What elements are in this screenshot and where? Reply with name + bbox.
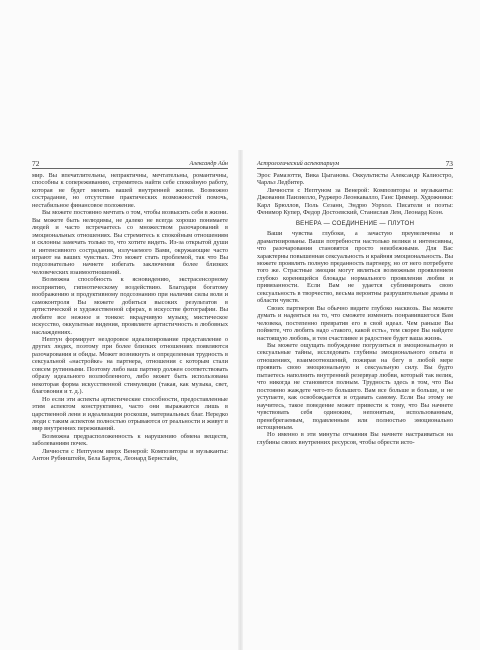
right-page-header <box>257 160 453 169</box>
right-running-head: Астрологический аспектариум <box>257 160 340 167</box>
right-paragraph: Но именно в эти минуты отчаяния Вы начнете настраиваться на глубины своих внутренних ресурсов, чтобы обрести исто- <box>257 431 453 446</box>
left-paragraph: Возможна способность к ясновидению, экстрасенсорному восприятию, гипнотическому воздействию. Благодаря богатому воображению и продуктивному подсознанию при наличии силы воли и самоконтроля Вы можете добиться высоких результатов в артистической и художественной сферах, в искусстве фотографии. Вы любите все нежное и тонкое: вкрадчивую музыку, мистическое искусство, оккультные видения, проявляете артистичность в любовных наслаждениях. <box>32 276 228 336</box>
right-top-paragraph: Личности с Нептуном за Венерой: Композиторы и музыканты: Джованни Паизиелло, Руджеро Леонкавалло, Ганс Циммер. Художники: Карл Брюллов, Поль Сезанн, Эндрю Уорхол. Писатели и поэты: Фенимор Купер, Федор Достоевский, Станислав Лем, Леонард Коэн. <box>257 186 453 217</box>
left-running-head: Александр Айн <box>189 160 228 167</box>
right-page-number: 73 <box>445 159 453 168</box>
left-paragraph: Но если эти аспекты артистические способности, предоставленные этим аспектом конструктивно, часто они выражаются лишь в царственной лени и идеализации роскоши, материальных благ. Нередко люди с таким аспектом полностью отрываются от реальности и живут в мир внутренних переживаний. <box>32 395 228 433</box>
left-paragraph: Возможна предрасположенность к нарушению обмена веществ, заболеваниям почек. <box>32 432 228 448</box>
section-title: ВЕНЕРА — СОЕДИНЕНИЕ — ПЛУТОН <box>295 219 415 227</box>
right-page-body <box>257 172 453 642</box>
left-page-body <box>32 172 228 642</box>
right-top-paragraph: Эрос Рамазотти, Вика Цыганова. Оккультисты Александр Калиостро, Чарльз Ледбитер. <box>257 172 453 187</box>
right-paragraph: Своих партнеров Вы обычно видите глубоко насквозь. Вы можете думать и надеяться на то, что сможете изменить понравившегося Вам человека, постепенно превратив его в свой идеал. Чем раньше Вы поймете, что любить надо «такого, какой есть», тем скорее Вы найдете настоящую любовь, и тем счастливее и радостнее будет ваша жизнь. <box>257 304 453 342</box>
left-paragraph: Личности с Нептуном вверх Венерой: Композиторы и музыканты: Антон Рубинштейн, Бела Барток, Леонард Бернстайн, <box>32 447 228 463</box>
left-page-header-wrap <box>32 160 228 172</box>
right-paragraph: Ваши чувства глубоки, а зачастую преувеличены и драматизированы. Ваши потребности настолько велики и интенсивны, что разочарования становятся просто неизбежными. Для Вас характерны повышенная сексуальность и крайняя эмоциональность. Вы можете проявлять полную преданность партнеру, но от него потребуете того же. Страстные эмоции могут являться возможным проявлением глубоко коренящейся блокады нормального проявления любви и привязанности. Если Вам не удается сублимировать свою сексуальность в творчество, весьма вероятны разрушительные драмы в области чувств. <box>257 230 453 305</box>
right-page-header-wrap <box>257 160 453 172</box>
right-paragraph: Вы можете ощущать побуждение погрузиться в эмоциональную и сексуальные тайны, исследовать глубины эмоционального опыта в отношениях, взаимоотношений, пожирая на бегу в любой мере проявить свою эмоциональную и сексуальную силу. Вы будто пытаетесь наполнить внутренний резервуар любви, который так велик, что никогда не становится полным. Трудность здесь в том, что Вы постоянно жаждете чего-то большего. Вам все больше и больше, и не уступаете, как освобождается и отдавать самому. Если Вы этому не научитесь, такое поведение может привести к тому, что Вы начнете чувствовать себя одиноким, непонятым, использованным, пренебрегаемым, подавленным или полностью эмоционально истощенным. <box>257 341 453 431</box>
page-gutter <box>238 150 243 650</box>
left-paragraph: Нептун формирует нездоровое идеализирование представление о других людях, поэтому при более близких отношениях появляются разочарования и обиды. Может возникнуть и определенная трудность в сексуальной «настройке» на партнера, отношения с которым стали совсем рутинными. Поэтому либо ваш партнер должен соответствовать образу идеального возлюбленного, либо может быть использована некоторая форма искусственной стимуляции (такая, как музыка, свет, благовония и т. д.). <box>32 335 228 396</box>
left-page-number: 72 <box>32 159 40 168</box>
left-paragraph: мир. Вы впечатлительны, непрактичны, мечтательны, романтичны, способны к сопереживанию, стремитесь найти себе спокойную работу, которая не будет менять вашей внутренней жизни. Возможно сострадание, но отсутствие практических возможностей помочь, нестабильное финансовое положение. <box>32 172 228 209</box>
left-page-header <box>32 160 228 169</box>
left-paragraph: Вы можете постоянно мечтать о том, чтобы возвысить себя в жизни. Вы можете быть нелюдимы, не далеко не всегда хорошо понимаете людей и часто встречаетесь со множеством разочарований в эмоциональных отношениях. Вы стремитесь к спокойным отношениям и склонны замечать только то, что хотите видеть. Из-за открытой души и интенсивного сострадания, излучаемого Вами, окружающие часто играют на ваших чувствах. Это может стать проблемой, так что Вы подсознательно начнете избегать заключения более близких человеческих взаимоотношений. <box>32 209 228 276</box>
